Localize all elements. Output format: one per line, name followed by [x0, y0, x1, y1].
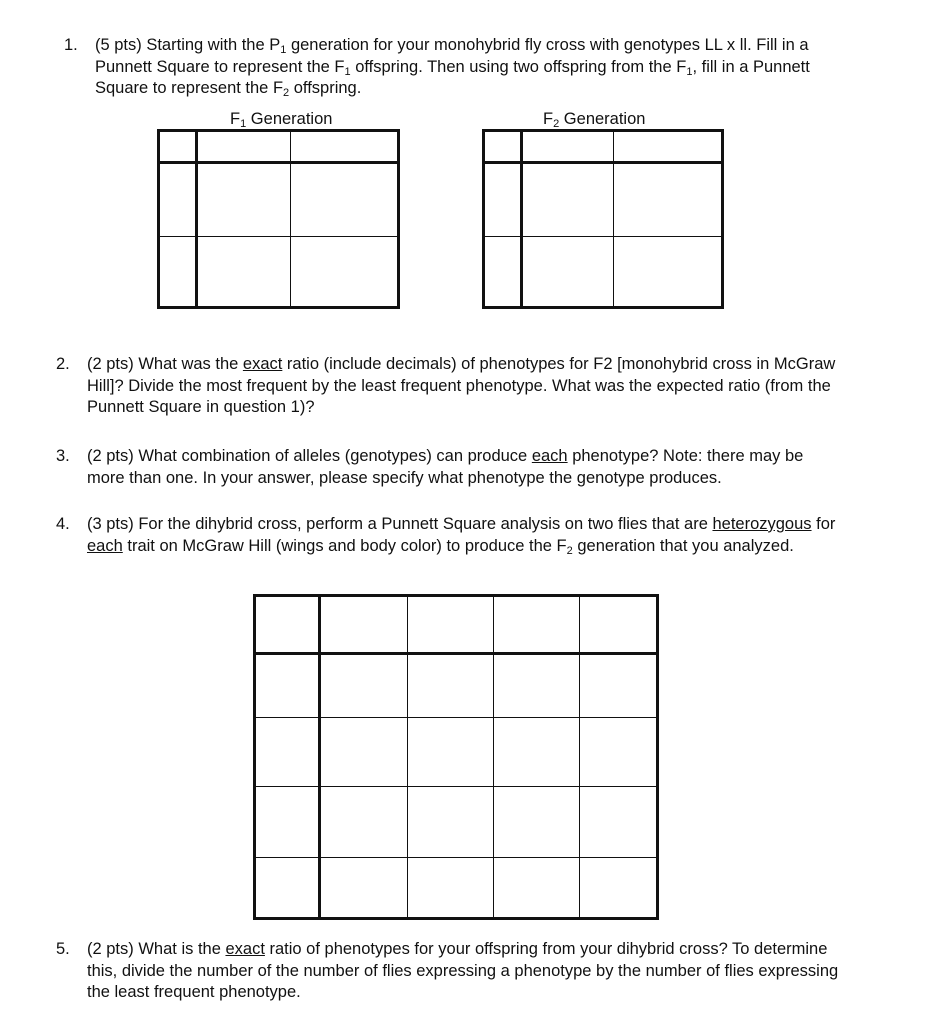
grid-line — [256, 857, 656, 858]
question-1-line-2: Punnett Square to represent the $F_1$ offspring. Then using two offspring from the $F_1$, fill in a Punnett — [95, 57, 810, 78]
grid-line — [290, 132, 291, 306]
question-2-line-2: Hill]? Divide the most frequent by the least frequent phenotype. What was the expected ratio (from the — [87, 376, 831, 395]
question-2-line-1: (2 pts) What was the exact ratio (include decimals) of phenotypes for F2 [monohybrid cross in McGraw — [87, 355, 836, 373]
dihybrid-punnett-square — [253, 594, 659, 920]
question-4-line-1: (3 pts) For the dihybrid cross, perform a Punnett Square analysis on two flies that are heterozygous for — [87, 515, 836, 533]
grid-line — [493, 597, 494, 917]
question-4-line-2: each trait on McGraw Hill (wings and body color) to produce the $F_2$ generation that you analyzed. — [87, 536, 794, 557]
question-number: 4. — [56, 515, 70, 533]
question-number: 5. — [56, 940, 70, 958]
grid-header-line — [520, 132, 523, 306]
question-5-line-3: the least frequent phenotype. — [87, 983, 301, 1001]
grid-header-line — [256, 652, 656, 655]
grid-header-line — [195, 132, 198, 306]
question-number: 2. — [56, 355, 70, 373]
question-number: 3. — [56, 447, 70, 465]
grid-line — [256, 786, 656, 787]
question-1-line-3: Square to represent the $F_2$ offspring. — [95, 79, 362, 99]
f1-generation-label: $F_1$ Generation — [230, 110, 333, 130]
grid-line — [407, 597, 408, 917]
f1-punnett-square — [157, 129, 400, 309]
f2-punnett-square — [482, 129, 724, 309]
grid-line — [579, 597, 580, 917]
question-2-line-3: Punnett Square in question 1)? — [87, 398, 315, 416]
grid-header-line — [318, 597, 321, 917]
question-3-line-2: more than one. In your answer, please specify what phenotype the genotype produces. — [87, 468, 722, 487]
question-number: 1. — [64, 36, 78, 54]
question-5-line-2: this, divide the number of the number of flies expressing a phenotype by the number of flies expressing — [87, 961, 839, 980]
grid-line — [256, 717, 656, 718]
f2-generation-label: $F_2$ Generation — [543, 110, 646, 130]
grid-line — [613, 132, 614, 306]
question-3-line-1: (2 pts) What combination of alleles (genotypes) can produce each phenotype? Note: there may be — [87, 447, 804, 465]
question-5-line-1: (2 pts) What is the exact ratio of phenotypes for your offspring from your dihybrid cross? To determine — [87, 940, 828, 958]
question-1-line-1: (5 pts) Starting with the $P_1$ generation for your monohybrid fly cross with genotypes LL x ll. Fill in a — [95, 36, 809, 56]
